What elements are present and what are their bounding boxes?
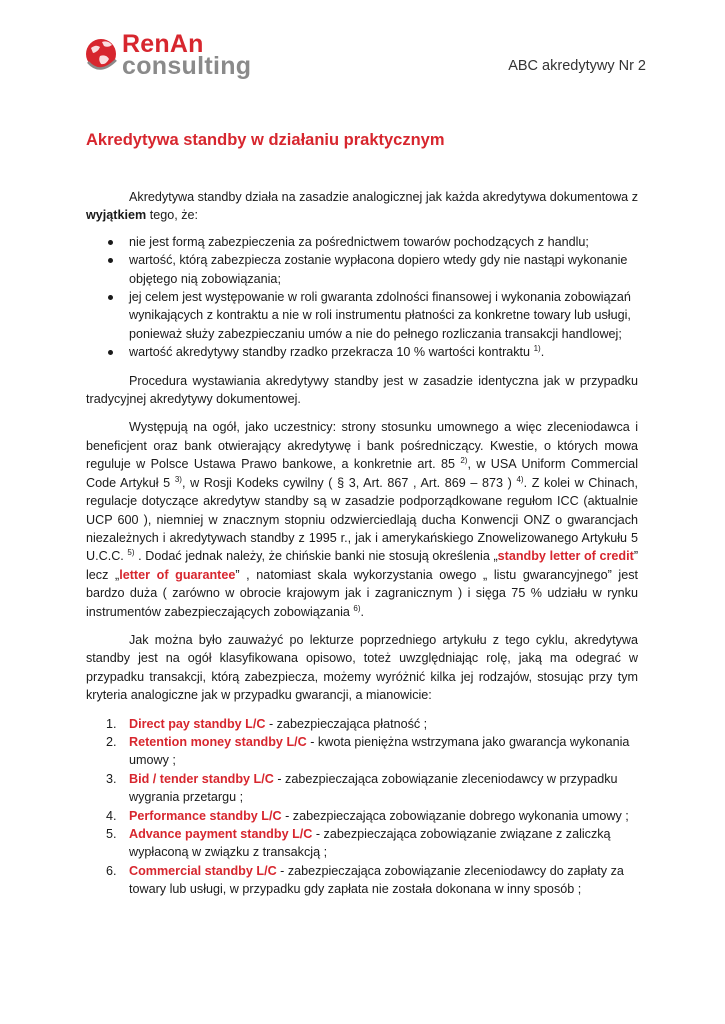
list-number: 1. <box>106 716 117 731</box>
type-name: Advance payment standby L/C <box>129 827 313 841</box>
list-number: 2. <box>106 734 117 749</box>
footnote-ref: 2) <box>460 456 468 466</box>
type-name: Commercial standby L/C <box>129 863 277 878</box>
participants-text: Występują na ogół, jako uczestnicy: strony stosunku umownego a więc zleceniodawca i beneficjent oraz bank otwierający akredytywę i bank pośredniczący. Kwestie, o których mowa reguluje w Polsce Ustawa Prawo bankowe, a konkretnie art. 85 <box>86 420 638 472</box>
intro-text: Akredytywa standby działa na zasadzie analogicznej jak każda akredytywa dokumentowa z <box>129 190 638 204</box>
list-item <box>86 343 638 361</box>
participants-text: , w Rosji Kodeks cywilny ( § 3, Art. 867 , Art. 869 – 873 ) <box>181 475 517 490</box>
bullet-icon <box>108 240 113 245</box>
type-name: Retention money standby L/C <box>129 734 307 749</box>
list-item-tail: . <box>540 345 545 360</box>
type-name: Performance standby L/C <box>129 808 282 823</box>
list-item-text: nie jest formą zabezpieczenia za pośrednictwem towarów pochodzących z handlu; <box>129 234 589 249</box>
highlighted-term: letter of guarantee <box>119 567 236 582</box>
participants-text: . Z kolei w Chinach, regulacje dotyczące akredytyw standby są w zasadzie podporządkowane regułom ICC (aktualnie UCP 600 ), niemniej w znacznym stopniu odzwierciedlają ducha Konwencji ONZ o gwarancjach niezależnych i akredytywach standby z 1995 r., jak i amerykańskiego Znowelizowanego Artykułu 5 U.C.C. <box>86 475 639 564</box>
list-number: 5. <box>106 827 117 841</box>
list-item <box>86 233 638 251</box>
differences-list <box>86 233 638 362</box>
type-description: - zabezpieczająca płatność ; <box>265 716 428 731</box>
type-name: Bid / tender standby L/C <box>129 771 274 786</box>
footnote-ref: 6) <box>353 603 361 613</box>
type-description: - zabezpieczająca zobowiązanie dobrego wykonania umowy ; <box>281 808 629 823</box>
footnote-ref: 5) <box>127 548 135 558</box>
footnote-ref: 1) <box>533 344 541 354</box>
participants-text: . <box>360 604 365 619</box>
list-item <box>86 770 638 807</box>
page-title: Akredytywa standby w działaniu praktycznym <box>86 131 445 149</box>
logo-text-consulting: consulting <box>122 52 252 80</box>
intro-bold-word: wyjątkiem <box>86 208 147 223</box>
globe-logo-icon <box>86 32 120 82</box>
participants-text: . Dodać jednak należy, że chińskie banki nie stosują określenia „ <box>134 549 498 564</box>
list-item <box>86 288 638 343</box>
list-item-text: jej celem jest występowanie w roli gwaranta zdolności finansowej i wykonania zobowiązań wynikających z kontraktu a nie w roli instrumentu płatności za konkretne towary lub usługi, ponieważ służy zabezpieczaniu umów a nie do pełnego rozliczania transakcji handlowej; <box>129 290 631 341</box>
procedure-paragraph: Procedura wystawiania akredytywy standby jest w zasadzie identyczna jak w przypadku tradycyjnej akredytywy dokumentowej. <box>86 373 638 407</box>
list-item-text: wartość akredytywy standby rzadko przekracza 10 % wartości kontraktu <box>129 345 534 360</box>
type-description: - kwota pieniężna wstrzymana jako gwarancja wykonania umowy ; <box>129 734 630 768</box>
list-item-text: wartość, którą zabezpiecza zostanie wypłacona dopiero wtedy gdy nie nastąpi wykonanie objętego nią zobowiązania; <box>129 253 628 286</box>
bullet-icon <box>108 350 113 355</box>
document-series-label: ABC akredytywy Nr 2 <box>508 58 646 74</box>
list-number: 6. <box>106 863 117 878</box>
intro-tail: tego, że: <box>146 208 199 223</box>
list-number: 4. <box>106 808 117 823</box>
type-name: Direct pay standby L/C <box>129 716 266 731</box>
document-body <box>86 188 638 899</box>
logo-text-renan: RenAn <box>122 30 204 58</box>
type-description: - zabezpieczająca zobowiązanie zleceniodawcy do zapłaty za towary lub usługi, w przypadku gdy zapłata nie została dokonana w inny sposób ; <box>129 863 624 897</box>
list-item <box>86 825 638 862</box>
list-item <box>86 807 638 825</box>
footnote-ref: 4) <box>516 474 524 484</box>
list-item <box>86 733 638 770</box>
participants-text: , w USA Uniform Commercial Code Artykuł 5 <box>86 457 638 490</box>
participants-text: ” lecz „ <box>86 549 639 582</box>
bullet-icon <box>108 295 113 300</box>
type-description: - zabezpieczająca zobowiązanie zleceniodawcy w przypadku wygrania przetargu ; <box>129 771 618 805</box>
type-description: - zabezpieczająca zobowiązanie związane z zaliczką wypłaconą w związku z transakcją ; <box>129 827 611 860</box>
standby-types-list <box>86 715 638 899</box>
page-header <box>86 30 646 86</box>
list-item <box>86 862 638 899</box>
classification-paragraph: Jak można było zauważyć po lekturze poprzedniego artykułu z tego cyklu, akredytywa standby jest na ogół klasyfikowana opisowo, toteż uwzględniając rolę, jaką ma odegrać w przypadku transakcji, którą zabezpiecza, możemy wyróżnić kilka jej rodzajów, stosując przy tym kryteria analogiczne jak w przypadku gwarancji, a mianowicie: <box>86 632 638 703</box>
list-item <box>86 251 638 288</box>
list-number: 3. <box>106 771 117 786</box>
list-item <box>86 715 638 733</box>
participants-paragraph <box>86 418 638 620</box>
intro-paragraph <box>86 188 638 225</box>
renan-consulting-logo <box>86 30 286 86</box>
highlighted-term: standby letter of credit <box>497 549 634 564</box>
participants-text: ” , natomiast skala wykorzystania owego „ listu gwarancyjnego” jest bardzo duża ( zarówno w obrocie krajowym jak i zagranicznym ) i sięga 75 % udziału w rynku instrumentów zabezpieczających zobowiązania <box>86 567 638 619</box>
bullet-icon <box>108 258 113 263</box>
footnote-ref: 3) <box>174 474 182 484</box>
